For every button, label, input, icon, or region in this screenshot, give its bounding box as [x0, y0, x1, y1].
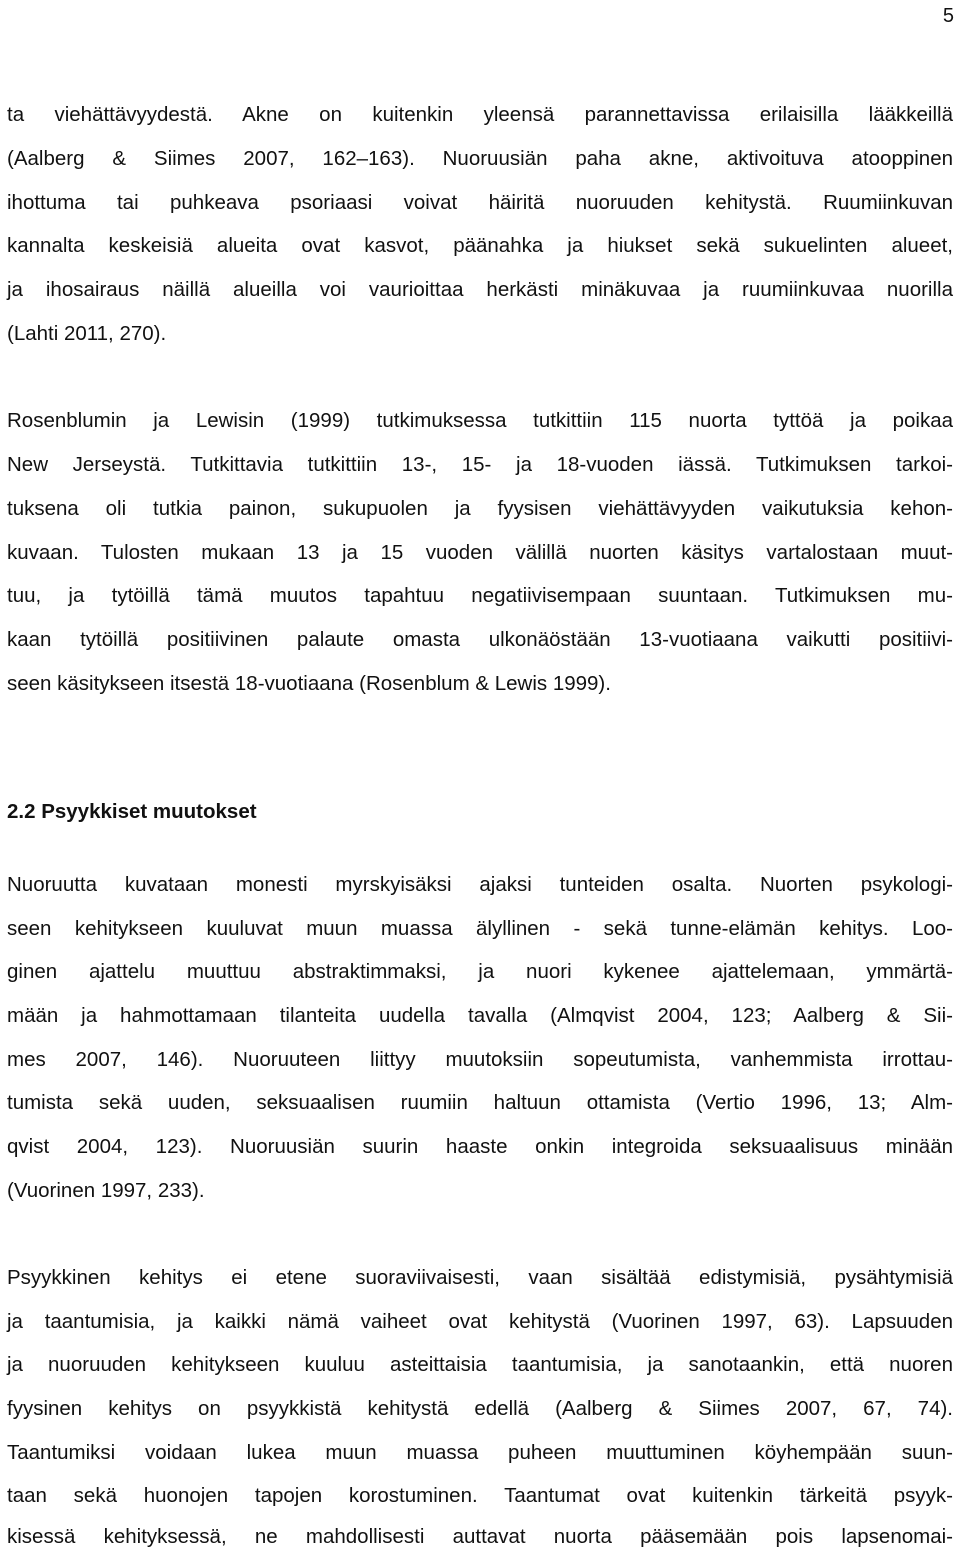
page-number: 5 — [942, 5, 954, 27]
paragraph3-line-1: Nuoruutta kuvataan monesti myrskyisäksi ajaksi tunteiden osalta. Nuorten psykologi- — [7, 873, 953, 896]
paragraph4-line-6: taan sekä huonojen tapojen korostuminen. Taantumat ovat kuitenkin tärkeitä psyyk- — [7, 1484, 953, 1507]
paragraph1-line-4: kannalta keskeisiä alueita ovat kasvot, päänahka ja hiukset sekä sukuelinten alueet, — [7, 234, 953, 257]
paragraph2-line-7: seen käsitykseen itsestä 18-vuotiaana (Rosenblum & Lewis 1999). — [7, 672, 611, 695]
paragraph3-line-5: mes 2007, 146). Nuoruuteen liittyy muutoksiin sopeutumista, vanhemmista irrottau- — [7, 1048, 953, 1071]
paragraph4-line-3: ja nuoruuden kehitykseen kuuluu asteittaisia taantumisia, ja sanotaankin, että nuoren — [7, 1353, 953, 1376]
paragraph2-line-5: tuu, ja tytöillä tämä muutos tapahtuu negatiivisempaan suuntaan. Tutkimuksen mu- — [7, 584, 953, 607]
paragraph3-line-8: (Vuorinen 1997, 233). — [7, 1179, 205, 1202]
paragraph2-line-1: Rosenblumin ja Lewisin (1999) tutkimuksessa tutkittiin 115 nuorta tyttöä ja poikaa — [7, 409, 953, 432]
paragraph3-line-2: seen kehitykseen kuuluvat muun muassa älyllinen - sekä tunne-elämän kehitys. Loo- — [7, 917, 953, 940]
paragraph4-line-1: Psyykkinen kehitys ei etene suoraviivaisesti, vaan sisältää edistymisiä, pysähtymisiä — [7, 1266, 953, 1289]
section-heading: 2.2 Psyykkiset muutokset — [7, 800, 257, 823]
paragraph3-line-6: tumista sekä uuden, seksuaalisen ruumiin haltuun ottamista (Vertio 1996, 13; Alm- — [7, 1091, 953, 1114]
paragraph3-line-7: qvist 2004, 123). Nuoruusiän suurin haaste onkin integroida seksuaalisuus minään — [7, 1135, 953, 1158]
paragraph4-line-4: fyysinen kehitys on psyykkistä kehitystä edellä (Aalberg & Siimes 2007, 67, 74). — [7, 1397, 953, 1420]
paragraph1-line-6: (Lahti 2011, 270). — [7, 322, 167, 345]
paragraph2-line-3: tuksena oli tutkia painon, sukupuolen ja fyysisen viehättävyyden vaikutuksia kehon- — [7, 497, 953, 520]
paragraph1-line-1: ta viehättävyydestä. Akne on kuitenkin yleensä parannettavissa erilaisilla lääkkeillä — [7, 103, 953, 126]
paragraph4-line-5: Taantumiksi voidaan lukea muun muassa puheen muuttuminen köyhempään suun- — [7, 1441, 953, 1464]
paragraph3-line-4: mään ja hahmottamaan tilanteita uudella tavalla (Almqvist 2004, 123; Aalberg & Sii- — [7, 1004, 953, 1027]
paragraph4-line-7: kisessä kehityksessä, ne mahdollisesti auttavat nuorta pääsemään pois lapsenomai- — [7, 1525, 953, 1548]
paragraph4-line-2: ja taantumisia, ja kaikki nämä vaiheet ovat kehitystä (Vuorinen 1997, 63). Lapsuuden — [7, 1310, 953, 1333]
paragraph1-line-5: ja ihosairaus näillä alueilla voi vaurioittaa herkästi minäkuvaa ja ruumiinkuvaa nuorilla — [7, 278, 953, 301]
paragraph2-line-2: New Jerseystä. Tutkittavia tutkittiin 13-, 15- ja 18-vuoden iässä. Tutkimuksen tarkoi- — [7, 453, 953, 476]
paragraph3-line-3: ginen ajattelu muuttuu abstraktimmaksi, ja nuori kykenee ajattelemaan, ymmärtä- — [7, 960, 953, 983]
paragraph1-line-3: ihottuma tai puhkeava psoriaasi voivat häiritä nuoruuden kehitystä. Ruumiinkuvan — [7, 191, 953, 214]
paragraph2-line-6: kaan tytöillä positiivinen palaute omasta ulkonäöstään 13-vuotiaana vaikutti positiivi- — [7, 628, 953, 651]
paragraph1-line-2: (Aalberg & Siimes 2007, 162–163). Nuoruusiän paha akne, aktivoituva atooppinen — [7, 147, 953, 170]
paragraph2-line-4: kuvaan. Tulosten mukaan 13 ja 15 vuoden välillä nuorten käsitys vartalostaan muut- — [7, 541, 953, 564]
